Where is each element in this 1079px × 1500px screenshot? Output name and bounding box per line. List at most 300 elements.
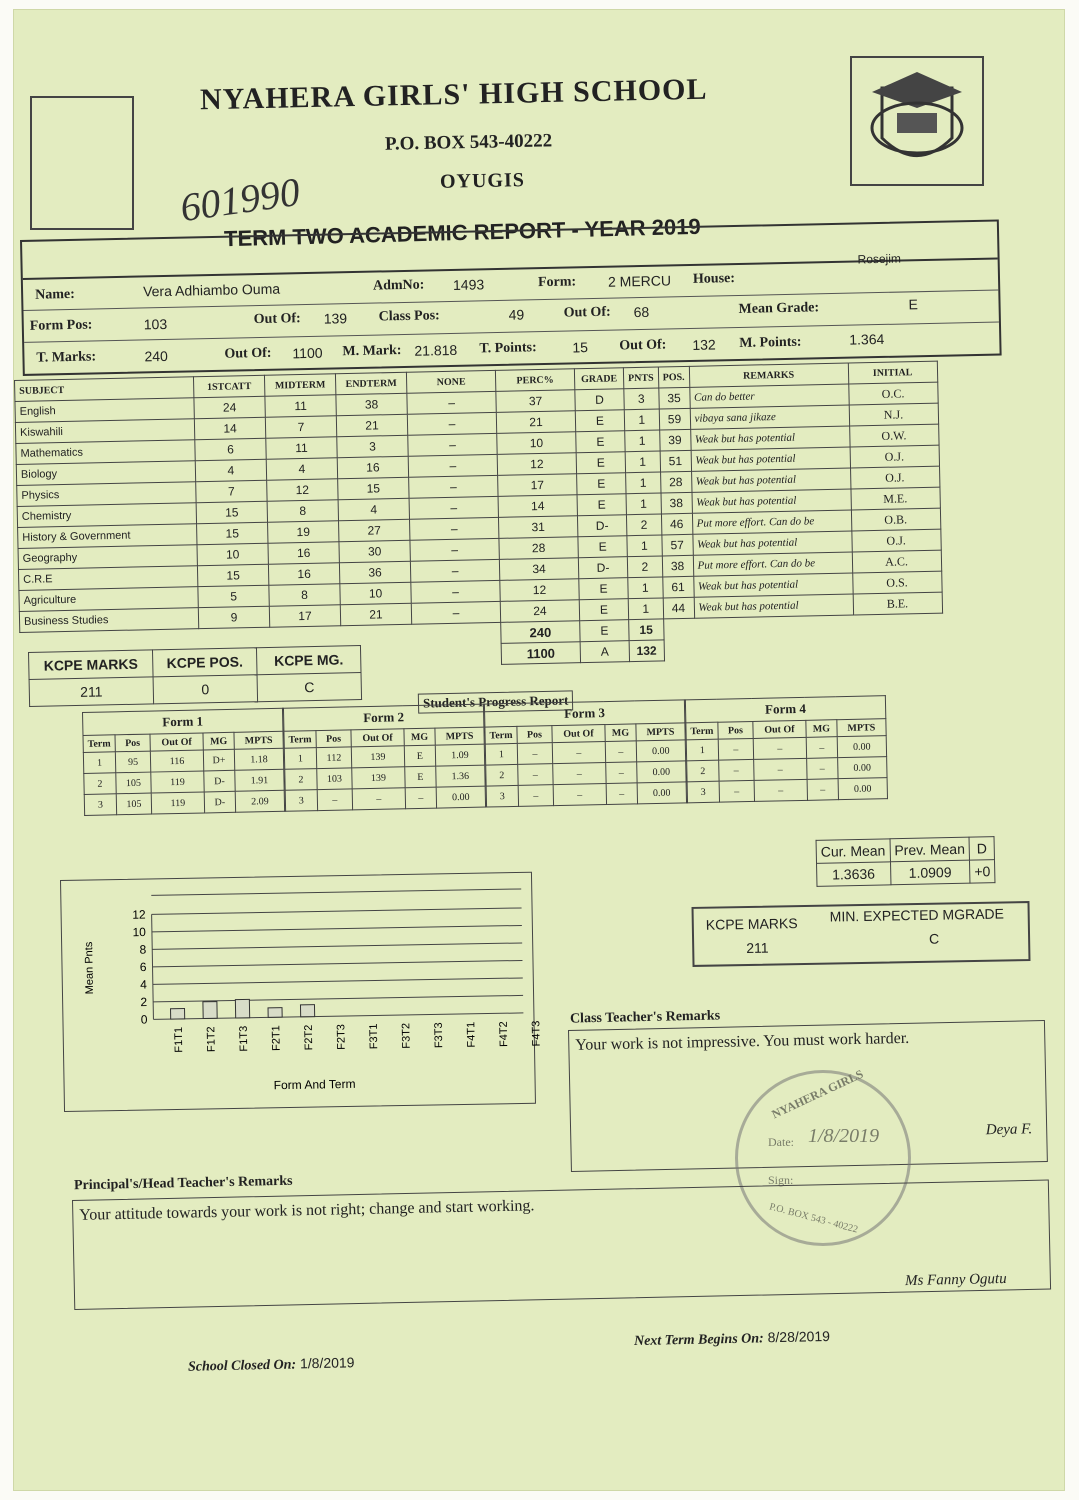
progress-cell: 1.91 bbox=[235, 769, 284, 791]
initial-cell: O.J. bbox=[851, 529, 940, 552]
stamp-box: P.O. BOX 543 - 40222 bbox=[768, 1201, 859, 1236]
progress-cell: 105 bbox=[116, 793, 151, 815]
class-teacher-heading: Class Teacher's Remarks bbox=[569, 1008, 721, 1027]
none-cell: – bbox=[411, 580, 500, 603]
m-points-label: M. Points: bbox=[739, 334, 802, 351]
chart-x-tick: F2T3 bbox=[335, 1024, 348, 1050]
progress-row bbox=[486, 782, 686, 807]
endterm-cell: 21 bbox=[336, 414, 407, 436]
chart-x-tick: F1T2 bbox=[205, 1026, 218, 1053]
midterm-cell: 11 bbox=[265, 395, 336, 417]
total-points: 15 bbox=[629, 619, 664, 641]
kcpe-mg-label: KCPE MG. bbox=[256, 646, 361, 675]
subject-cell: Kiswahili bbox=[15, 419, 194, 444]
pos-cell: 39 bbox=[659, 429, 690, 451]
grade-cell: D- bbox=[578, 557, 627, 579]
photo-placeholder bbox=[30, 96, 134, 230]
marks-out-of-label: Out Of: bbox=[224, 345, 272, 362]
perc-cell: 37 bbox=[496, 390, 575, 413]
school-crest bbox=[850, 56, 984, 186]
progress-col-header: Pos bbox=[115, 734, 150, 752]
progress-cell: – bbox=[718, 738, 753, 760]
progress-col-header: MG bbox=[404, 728, 435, 746]
progress-cell: – bbox=[553, 784, 606, 806]
subject-cell: Biology bbox=[16, 461, 195, 486]
principal-heading: Principal's/Head Teacher's Remarks bbox=[73, 1173, 293, 1194]
progress-cell: – bbox=[518, 785, 553, 807]
progress-col-header: MPTS bbox=[435, 727, 484, 745]
col-subject: SUBJECT bbox=[15, 377, 194, 402]
chart-x-tick: F3T1 bbox=[367, 1023, 381, 1050]
progress-cell: 2.09 bbox=[235, 790, 284, 812]
points-cell: 1 bbox=[628, 598, 663, 620]
chart-y-tick: 10 bbox=[132, 925, 147, 940]
progress-cell: – bbox=[719, 759, 754, 781]
endterm-cell: 3 bbox=[337, 435, 408, 457]
progress-col-header: Out Of bbox=[150, 733, 203, 751]
initial-cell: O.C. bbox=[848, 382, 937, 405]
progress-cell: 3 bbox=[285, 790, 317, 812]
results-section bbox=[14, 361, 944, 675]
points-cell: 1 bbox=[627, 535, 662, 557]
grade-cell: E bbox=[577, 494, 626, 516]
mean-summary bbox=[816, 836, 996, 887]
chart-x-tick: F1T3 bbox=[237, 1025, 251, 1052]
progress-cell: 1 bbox=[284, 748, 316, 770]
subject-cell: Mathematics bbox=[16, 440, 195, 465]
progress-cell: E bbox=[405, 766, 436, 788]
progress-col-header: MPTS bbox=[234, 731, 283, 749]
remark-cell: Weak but has potential bbox=[691, 447, 850, 471]
chart-bar bbox=[171, 1009, 185, 1020]
endterm-cell: 36 bbox=[339, 561, 410, 583]
none-cell: – bbox=[410, 517, 499, 540]
mean-grade: E bbox=[908, 296, 919, 313]
progress-col-header: Out Of bbox=[552, 725, 605, 743]
school-closed bbox=[188, 1354, 355, 1375]
t-marks: 240 bbox=[144, 347, 168, 365]
none-cell: – bbox=[408, 433, 497, 456]
chart-svg bbox=[61, 873, 543, 1111]
prev-mean: 1.0909 bbox=[890, 860, 970, 885]
name-label: Name: bbox=[35, 286, 75, 303]
grade-cell: E bbox=[576, 431, 625, 453]
progress-cell: – bbox=[553, 763, 606, 785]
grade-cell: E bbox=[577, 473, 626, 495]
points-cell: 1 bbox=[625, 430, 660, 452]
none-cell: – bbox=[407, 391, 496, 414]
progress-row bbox=[84, 790, 284, 815]
perc-cell: 21 bbox=[496, 411, 575, 434]
progress-cell: 3 bbox=[486, 785, 518, 807]
progress-cell: 1.36 bbox=[436, 765, 485, 787]
stamp-name: NYAHERA GIRLS bbox=[769, 1066, 866, 1122]
progress-cell: 0.00 bbox=[838, 778, 887, 800]
initial-cell: B.E. bbox=[853, 592, 942, 615]
chart-gridline bbox=[152, 925, 522, 931]
adm-label: AdmNo: bbox=[372, 277, 425, 294]
cat-cell: 10 bbox=[197, 543, 268, 565]
progress-cell: 2 bbox=[486, 764, 518, 786]
next-term-date: 8/28/2019 bbox=[767, 1327, 831, 1346]
endterm-cell: 21 bbox=[340, 603, 411, 625]
form-label: Form: bbox=[537, 274, 577, 291]
perc-cell: 31 bbox=[498, 516, 577, 539]
none-cell: – bbox=[410, 559, 499, 582]
endterm-cell: 10 bbox=[340, 582, 411, 604]
prev-mean-label: Prev. Mean bbox=[890, 837, 970, 862]
progress-cell: 0.00 bbox=[436, 786, 485, 808]
t-points-label: T. Points: bbox=[479, 340, 537, 357]
remark-cell: Put more effort. Can do be bbox=[692, 510, 851, 534]
adm-number: 1493 bbox=[452, 276, 485, 293]
chart-y-tick: 12 bbox=[132, 907, 146, 922]
pos-cell: 44 bbox=[663, 597, 694, 619]
col-remarks: REMARKS bbox=[689, 363, 848, 387]
chart-gridline bbox=[152, 943, 522, 949]
progress-cell: 3 bbox=[84, 794, 116, 816]
student-name: Vera Adhiambo Ouma bbox=[142, 280, 281, 300]
endterm-cell: 4 bbox=[338, 498, 409, 520]
progress-cell: 0.00 bbox=[837, 736, 886, 758]
progress-cell: – bbox=[754, 758, 807, 780]
pos-cell: 38 bbox=[662, 555, 693, 577]
remark-cell: Can do better bbox=[689, 384, 848, 408]
mean-grade-label: Mean Grade: bbox=[738, 300, 820, 317]
expected-kcpe: 211 bbox=[746, 939, 769, 957]
remark-cell: Put more effort. Can do be bbox=[693, 552, 852, 576]
progress-cell: 119 bbox=[151, 771, 204, 793]
perc-cell: 28 bbox=[499, 537, 578, 560]
class-out-of-label: Out Of: bbox=[563, 304, 611, 321]
chart-y-label: Mean Pnts bbox=[83, 941, 96, 995]
perc-cell: 12 bbox=[497, 453, 576, 476]
endterm-cell: 16 bbox=[337, 456, 408, 478]
progress-col-header: MG bbox=[605, 724, 636, 742]
chart-x-tick: F2T2 bbox=[302, 1024, 316, 1051]
chart-x-tick: F2T1 bbox=[270, 1025, 283, 1052]
progress-cell: – bbox=[605, 741, 636, 763]
perc-cell: 17 bbox=[498, 474, 577, 497]
chart-gridline bbox=[153, 995, 523, 1001]
progress-cell: 1 bbox=[83, 752, 115, 774]
progress-cell: 0.00 bbox=[837, 757, 886, 779]
expected-grade-box bbox=[692, 901, 1031, 967]
initial-cell: O.S. bbox=[852, 571, 941, 594]
progress-cell: 1.18 bbox=[234, 748, 283, 770]
none-cell: – bbox=[410, 538, 499, 561]
initial-cell: M.E. bbox=[851, 487, 940, 510]
progress-cell: – bbox=[352, 788, 405, 810]
class-teacher-remark: Your work is not impressive. You must work harder. bbox=[575, 1029, 910, 1054]
remark-cell: Weak but has potential bbox=[693, 573, 852, 597]
col-perc: PERC% bbox=[495, 369, 574, 392]
m-points: 1.364 bbox=[849, 330, 885, 348]
total-grade: E bbox=[580, 620, 629, 642]
m-mark-label: M. Mark: bbox=[342, 343, 402, 360]
progress-cell: 103 bbox=[317, 768, 352, 790]
chart-x-tick: F3T2 bbox=[400, 1022, 413, 1049]
col-endterm: ENDTERM bbox=[335, 372, 406, 394]
progress-form-label: Form 3 bbox=[484, 700, 684, 727]
remark-cell: Weak but has potential bbox=[694, 594, 853, 618]
pos-cell: 59 bbox=[659, 408, 690, 430]
student-details bbox=[20, 219, 1002, 375]
points-out-of: 132 bbox=[692, 336, 716, 353]
cat-cell: 15 bbox=[197, 564, 268, 586]
progress-col-header: Out Of bbox=[351, 729, 404, 747]
none-cell: – bbox=[411, 601, 500, 624]
progress-cell: 105 bbox=[116, 772, 151, 794]
subject-cell: Physics bbox=[17, 482, 196, 507]
max-grade: A bbox=[580, 641, 629, 663]
progress-cell: 119 bbox=[151, 792, 204, 814]
dev-label: D bbox=[969, 837, 994, 861]
kcpe-pos: 0 bbox=[153, 675, 258, 704]
mean-points-chart bbox=[60, 872, 543, 1112]
total-marks: 240 bbox=[501, 621, 580, 644]
progress-cell: – bbox=[807, 779, 838, 801]
progress-cell: 95 bbox=[115, 751, 150, 773]
grade-cell: E bbox=[579, 578, 628, 600]
progress-cell: – bbox=[807, 758, 838, 780]
form-out-of-label: Out Of: bbox=[253, 311, 301, 328]
progress-col-header: Out Of bbox=[753, 720, 806, 738]
dev-value: +0 bbox=[970, 860, 995, 884]
cat-cell: 15 bbox=[197, 522, 268, 544]
progress-row bbox=[687, 778, 887, 803]
midterm-cell: 8 bbox=[267, 500, 338, 522]
principal-signature: Ms Fanny Ogutu bbox=[904, 1270, 1007, 1290]
expected-min: C bbox=[928, 930, 940, 947]
progress-cell: – bbox=[754, 779, 807, 801]
chart-y-tick: 0 bbox=[140, 1012, 148, 1027]
points-cell: 2 bbox=[626, 514, 661, 536]
progress-cell: – bbox=[719, 780, 754, 802]
progress-cell: 0.00 bbox=[636, 740, 685, 762]
grade-cell: E bbox=[578, 536, 627, 558]
class-pos-label: Class Pos: bbox=[378, 308, 440, 325]
chart-gridline bbox=[153, 978, 523, 984]
pos-cell: 28 bbox=[660, 471, 691, 493]
subject-cell: Agriculture bbox=[19, 587, 198, 612]
handwritten-number: 601990 bbox=[177, 168, 303, 231]
progress-form-label: Form 4 bbox=[685, 696, 885, 723]
progress-cell: – bbox=[518, 764, 553, 786]
subject-cell: C.R.E bbox=[18, 566, 197, 591]
progress-cell: – bbox=[552, 742, 605, 764]
progress-cell: – bbox=[806, 737, 837, 759]
col-points: PNTS bbox=[623, 367, 658, 389]
subject-cell: Geography bbox=[18, 545, 197, 570]
remark-cell: vibaya sana jikaze bbox=[690, 405, 849, 429]
kcpe-marks-label: KCPE MARKS bbox=[29, 650, 154, 680]
points-cell: 1 bbox=[626, 493, 661, 515]
cur-mean-label: Cur. Mean bbox=[816, 839, 890, 864]
points-cell: 2 bbox=[627, 556, 662, 578]
chart-gridline bbox=[152, 908, 522, 914]
remark-cell: Weak but has potential bbox=[690, 426, 849, 450]
perc-cell: 10 bbox=[497, 432, 576, 455]
points-cell: 1 bbox=[625, 451, 660, 473]
chart-bar bbox=[268, 1008, 282, 1018]
midterm-cell: 12 bbox=[267, 479, 338, 501]
progress-cell: – bbox=[405, 787, 436, 809]
chart-y-tick: 4 bbox=[140, 977, 147, 992]
progress-row bbox=[285, 786, 485, 811]
progress-cell: 0.00 bbox=[637, 782, 686, 804]
progress-title: Student's Progress Report bbox=[418, 690, 574, 713]
chart-y-tick: 8 bbox=[139, 942, 147, 957]
cat-cell: 15 bbox=[196, 501, 267, 523]
chart-gridline bbox=[151, 889, 521, 895]
kcpe-pos-label: KCPE POS. bbox=[152, 648, 257, 677]
progress-col-header: Pos bbox=[316, 730, 351, 748]
progress-cell: D- bbox=[204, 791, 235, 813]
grade-cell: E bbox=[576, 452, 625, 474]
initial-cell: O.J. bbox=[850, 466, 939, 489]
form-pos-label: Form Pos: bbox=[29, 317, 93, 334]
chart-x-tick: F4T1 bbox=[465, 1021, 478, 1048]
initial-cell: N.J. bbox=[849, 403, 938, 426]
chart-gridline bbox=[153, 960, 523, 966]
none-cell: – bbox=[409, 496, 498, 519]
stamp-date-label: Date: bbox=[768, 1135, 794, 1149]
col-initial: INITIAL bbox=[848, 361, 937, 384]
midterm-cell: 16 bbox=[268, 563, 339, 585]
chart-x-tick: F3T3 bbox=[432, 1022, 446, 1049]
subject-cell: History & Government bbox=[18, 524, 197, 549]
next-term-label: Next Term Begins On: bbox=[633, 1331, 764, 1350]
school-closed-label: School Closed On: bbox=[187, 1357, 297, 1375]
subject-cell: English bbox=[15, 398, 194, 423]
max-points: 132 bbox=[629, 640, 664, 662]
perc-cell: 34 bbox=[499, 558, 578, 581]
progress-cell: – bbox=[753, 737, 806, 759]
chart-x-tick: F4T3 bbox=[530, 1020, 543, 1047]
progress-cell: 2 bbox=[687, 760, 719, 782]
remark-cell: Weak but has potential bbox=[691, 468, 850, 492]
progress-col-header: MG bbox=[203, 732, 234, 750]
cat-cell: 24 bbox=[194, 396, 265, 418]
col-midterm: MIDTERM bbox=[264, 374, 335, 396]
t-marks-label: T. Marks: bbox=[36, 349, 97, 366]
grade-cell: D bbox=[575, 389, 624, 411]
progress-col-header: MPTS bbox=[636, 723, 685, 741]
progress-section bbox=[82, 695, 888, 816]
class-teacher-signature: Deya F. bbox=[985, 1121, 1033, 1139]
class-out-of: 68 bbox=[633, 303, 650, 321]
progress-cell: D- bbox=[204, 770, 235, 792]
progress-form-table bbox=[283, 704, 486, 812]
school-town: OYUGIS bbox=[439, 169, 526, 193]
midterm-cell: 19 bbox=[268, 521, 339, 543]
midterm-cell: 4 bbox=[266, 458, 337, 480]
report-title: TERM TWO ACADEMIC REPORT - YEAR 2019 bbox=[223, 213, 701, 252]
cat-cell: 9 bbox=[198, 606, 269, 628]
chart-y-tick: 2 bbox=[140, 994, 148, 1010]
progress-cell: – bbox=[606, 762, 637, 784]
none-cell: – bbox=[408, 454, 497, 477]
pos-cell: 57 bbox=[661, 534, 692, 556]
pos-cell: 35 bbox=[658, 387, 689, 409]
progress-cell: 2 bbox=[84, 773, 116, 795]
max-marks: 1100 bbox=[501, 642, 580, 665]
progress-cell: D+ bbox=[203, 749, 234, 771]
school-pobox: P.O. BOX 543-40222 bbox=[384, 130, 553, 155]
chart-x-tick: F1T1 bbox=[172, 1026, 186, 1053]
initial-cell: O.J. bbox=[850, 445, 939, 468]
midterm-cell: 11 bbox=[266, 437, 337, 459]
grade-cell: E bbox=[579, 599, 628, 621]
points-cell: 1 bbox=[624, 409, 659, 431]
house-value: Rosejim bbox=[857, 251, 902, 267]
col-grade: GRADE bbox=[574, 368, 623, 390]
cat-cell: 7 bbox=[196, 480, 267, 502]
col-none: NONE bbox=[406, 370, 495, 393]
form-pos: 103 bbox=[143, 315, 168, 333]
cat-cell: 6 bbox=[195, 438, 266, 460]
progress-col-header: MPTS bbox=[837, 719, 886, 737]
points-cell: 3 bbox=[624, 388, 659, 410]
progress-cell: 1.09 bbox=[435, 744, 484, 766]
cat-cell: 5 bbox=[198, 585, 269, 607]
form-out-of: 139 bbox=[323, 310, 348, 327]
perc-cell: 12 bbox=[500, 579, 579, 602]
progress-cell: 139 bbox=[352, 767, 405, 789]
grade-cell: D- bbox=[577, 515, 626, 537]
chart-x-label: Form And Term bbox=[273, 1076, 356, 1093]
progress-col-header: MG bbox=[806, 720, 837, 738]
cur-mean: 1.3636 bbox=[817, 862, 891, 887]
midterm-cell: 8 bbox=[269, 584, 340, 606]
kcpe-marks: 211 bbox=[29, 677, 154, 707]
progress-cell: 2 bbox=[285, 769, 317, 791]
none-cell: – bbox=[409, 475, 498, 498]
none-cell: – bbox=[407, 412, 496, 435]
endterm-cell: 30 bbox=[339, 540, 410, 562]
progress-form-table bbox=[82, 708, 285, 816]
progress-cell: – bbox=[317, 789, 352, 811]
midterm-cell: 7 bbox=[265, 416, 336, 438]
progress-col-header: Term bbox=[686, 722, 718, 740]
kcpe-mg: C bbox=[257, 673, 362, 702]
house-label: House: bbox=[692, 271, 736, 287]
col-cat: 1STCATT bbox=[193, 375, 264, 397]
principal-remark: Your attitude towards your work is not right; change and start working. bbox=[79, 1197, 535, 1224]
endterm-cell: 38 bbox=[336, 393, 407, 415]
cat-cell: 4 bbox=[195, 459, 266, 481]
pos-cell: 61 bbox=[662, 576, 693, 598]
progress-cell: 1 bbox=[485, 743, 517, 765]
midterm-cell: 17 bbox=[269, 605, 340, 627]
perc-cell: 14 bbox=[498, 495, 577, 518]
class-pos: 49 bbox=[508, 306, 525, 323]
initial-cell: O.B. bbox=[851, 508, 940, 531]
chart-bar bbox=[235, 999, 249, 1018]
progress-col-header: Term bbox=[83, 735, 115, 753]
progress-form-table bbox=[484, 699, 687, 807]
expected-min-label: MIN. EXPECTED MGRADE bbox=[829, 905, 1005, 925]
endterm-cell: 15 bbox=[338, 477, 409, 499]
points-cell: 1 bbox=[626, 472, 661, 494]
t-points: 15 bbox=[572, 339, 589, 356]
progress-cell: E bbox=[404, 745, 435, 767]
progress-form-table bbox=[685, 695, 888, 803]
school-closed-date: 1/8/2019 bbox=[299, 1354, 355, 1372]
stamp-date: 1/8/2019 bbox=[808, 1125, 880, 1147]
points-out-of-label: Out Of: bbox=[619, 337, 667, 354]
